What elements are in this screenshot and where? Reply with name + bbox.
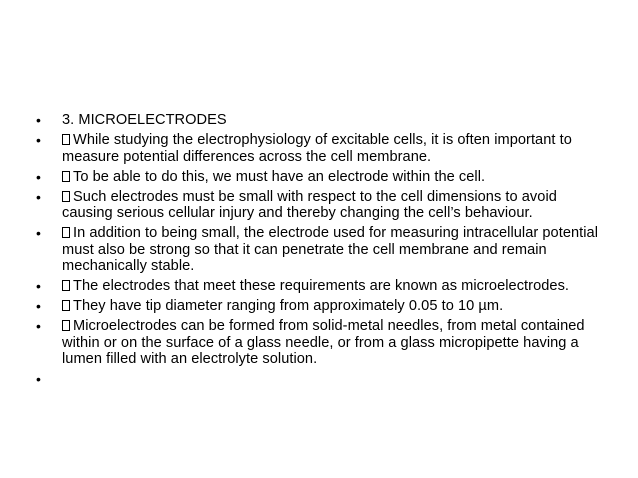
bullet-item-8 bbox=[36, 318, 608, 368]
missing-glyph-icon bbox=[62, 280, 70, 291]
bullet-text: Such electrodes must be small with respect to the cell dimensions to avoid causing serious cellular injury and thereby changing the cell’s behaviour. bbox=[62, 188, 557, 222]
bullet-item-1 bbox=[36, 112, 608, 129]
bullet-item-9 bbox=[36, 371, 608, 388]
missing-glyph-icon bbox=[62, 300, 70, 311]
bullet-marker: • bbox=[36, 131, 41, 148]
missing-glyph-icon bbox=[62, 227, 70, 238]
bullet-text: The electrodes that meet these requirements are known as microelectrodes. bbox=[73, 278, 570, 295]
bullet-marker: • bbox=[36, 371, 41, 388]
bullet-text: To be able to do this, we must have an electrode within the cell. bbox=[73, 168, 486, 185]
missing-glyph-icon bbox=[62, 171, 70, 182]
missing-glyph-icon bbox=[62, 134, 70, 145]
bullet-text bbox=[62, 371, 66, 387]
bullet-marker: • bbox=[36, 278, 41, 295]
bullet-item-3 bbox=[36, 169, 608, 186]
bullet-text: 3. MICROELECTRODES bbox=[62, 112, 227, 128]
bullet-item-6 bbox=[36, 278, 608, 295]
bullet-marker: • bbox=[36, 298, 41, 315]
bullet-text: In addition to being small, the electrode used for measuring intracellular potential must also be strong so that it can penetrate the cell membrane and remain mechanically stable. bbox=[62, 225, 599, 275]
bullet-item-5 bbox=[36, 225, 608, 275]
bullet-marker: • bbox=[36, 112, 41, 128]
missing-glyph-icon bbox=[62, 320, 70, 331]
bullet-item-4 bbox=[36, 189, 608, 222]
bullet-marker: • bbox=[36, 225, 41, 242]
bullet-marker: • bbox=[36, 168, 41, 185]
bullet-text: They have tip diameter ranging from approximately 0.05 to 10 µm. bbox=[73, 298, 504, 315]
missing-glyph-icon bbox=[62, 191, 70, 202]
bullet-item-2 bbox=[36, 132, 608, 165]
bullet-list bbox=[36, 112, 608, 391]
bullet-text: While studying the electrophysiology of excitable cells, it is often important to measure potential differences across the cell membrane. bbox=[62, 131, 572, 165]
bullet-item-7 bbox=[36, 298, 608, 315]
bullet-marker: • bbox=[36, 318, 41, 335]
bullet-marker: • bbox=[36, 188, 41, 205]
bullet-text: Microelectrodes can be formed from solid-metal needles, from metal contained within or on the surface of a glass needle, or from a glass micropipette having a lumen filled with an electrolyte solution. bbox=[62, 318, 585, 368]
